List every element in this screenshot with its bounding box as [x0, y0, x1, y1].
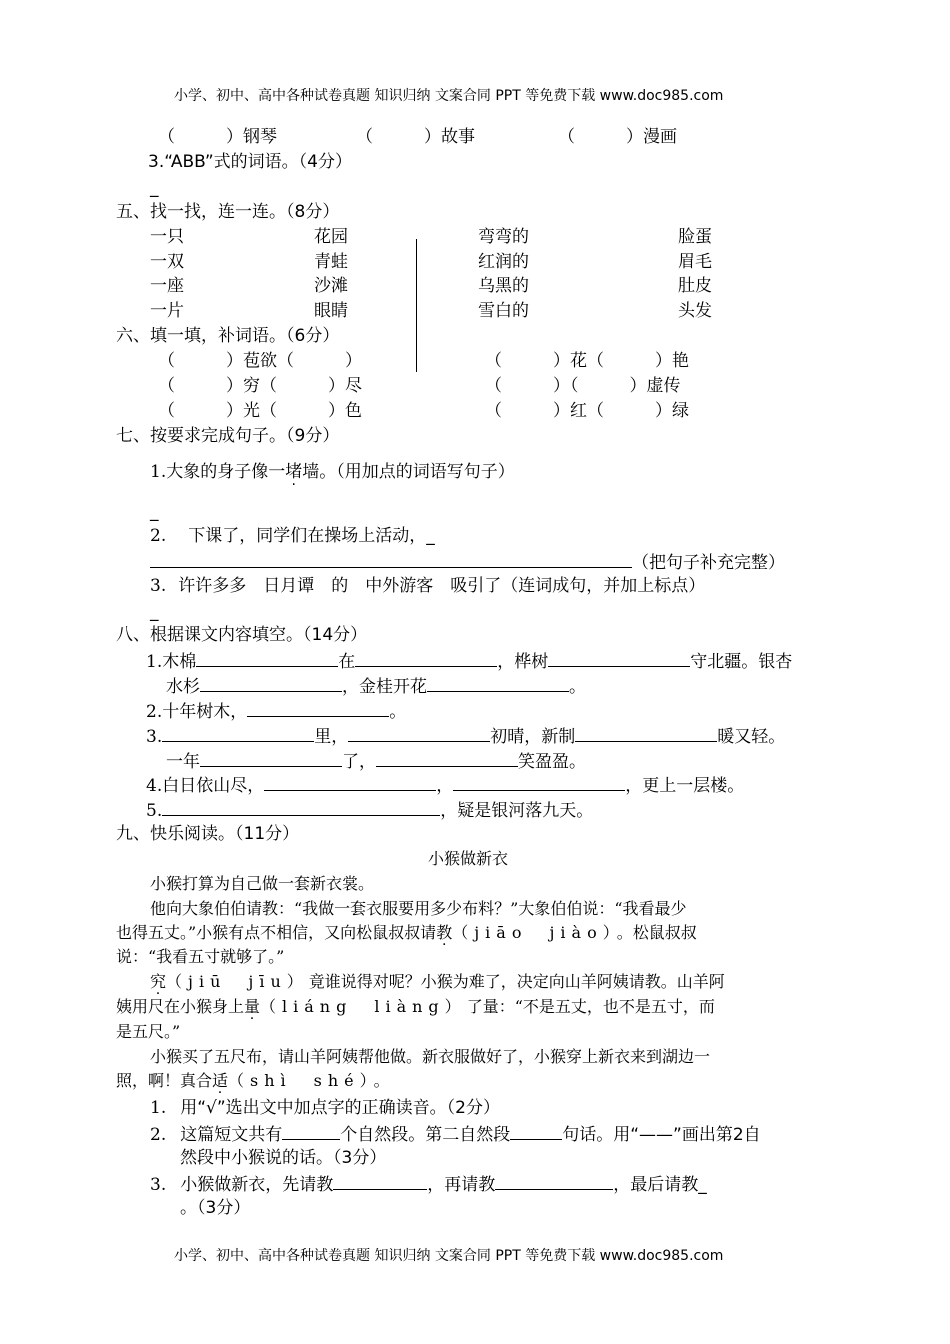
sentence-1-blank: _ [150, 502, 159, 522]
fill-text: ，金桂开花 [342, 677, 427, 697]
match-right-b-4: 头发 [678, 301, 712, 321]
fill-text: 一年 [166, 752, 200, 772]
fill-text: ，更上一层楼。 [625, 776, 745, 796]
sentence-2-hint: （把句子补充完整） [632, 553, 785, 573]
dotted-char-du: 堵 [285, 462, 303, 482]
fill-line-5 [146, 797, 593, 823]
sentence-1-text-b: 墙。（用加点的词语写句子） [302, 462, 515, 482]
dotted-char-jiao: 教 [436, 923, 453, 942]
fill-text: 初晴，新制 [490, 727, 576, 747]
reading-question-2 [150, 1121, 761, 1147]
match-right-b-3: 肚皮 [678, 276, 712, 296]
section-8-title: 八、根据课文内容填空。（14分） [116, 625, 368, 645]
fill-text: ，疑是银河落九天。 [440, 801, 594, 821]
sentence-3 [150, 574, 705, 598]
story-para-2-line-1: 他向大象伯伯请教：“我做一套衣服要用多少布料？”大象伯伯说：“我看最少 [150, 899, 687, 918]
story-para-4-line-1: 小猴买了五尺布，请山羊阿姨帮他做。新衣服做好了，小猴穿上新衣来到湖边一 [150, 1047, 711, 1066]
dotted-char-shi: 适 [212, 1071, 229, 1090]
fill-text: 。 [389, 702, 407, 722]
fill-text: 笑盈盈。 [518, 752, 586, 772]
match-left-a-1: 一只 [150, 227, 184, 247]
question-text: 这篇短文共有 [180, 1125, 283, 1145]
match-right-a-1: 弯弯的 [478, 227, 529, 247]
section-6-title: 六、填一填，补词语。（6分） [116, 326, 340, 346]
dotted-char-liang: 量 [244, 997, 261, 1016]
fill-line-1-number: 1. [146, 652, 163, 672]
story-para-1: 小猴打算为自己做一套新衣裳。 [150, 874, 375, 893]
story-para-2-line-3: 说：“我看五寸就够了。” [116, 947, 285, 966]
reading-question-3 [150, 1171, 707, 1197]
fill-text: ，桦树 [497, 652, 549, 672]
sentence-3-number: 3. [150, 576, 167, 596]
match-right-a-3: 乌黑的 [478, 276, 529, 296]
sentence-1 [150, 460, 515, 484]
fill-text: 暖又轻。 [717, 727, 786, 747]
section-9-title: 九、快乐阅读。（11分） [116, 824, 300, 844]
pinyin-option: （jiāo jiào） [452, 923, 617, 942]
fill-line-2-number: 2. [146, 702, 163, 722]
match-left-a-4: 一片 [150, 301, 184, 321]
question-number: 2. [150, 1125, 167, 1145]
reading-question-2b: 然段中小猴说的话。（3分） [180, 1148, 387, 1168]
idiom-left-2: （ ）穷（ ）尽 [158, 376, 362, 396]
page-footer: 小学、初中、高中各种试卷真题 知识归纳 文案合同 PPT 等免费下载 www.doc985.com [174, 1248, 724, 1264]
story-text: 。松鼠叔叔 [616, 923, 697, 942]
pinyin-option: （shì shé） [228, 1071, 374, 1090]
story-title: 小猴做新衣 [428, 849, 509, 868]
question-text: 用“√”选出文中加点字的正确读音。（2分） [180, 1098, 500, 1118]
fill-line-1 [146, 648, 792, 674]
story-text: 了量：“不是五丈，也不是五寸，而 [466, 997, 715, 1016]
fill-text: 水杉 [166, 677, 200, 697]
blank-item-piano: （ ）钢琴 [158, 127, 277, 147]
question-text: ，再请教 [427, 1175, 496, 1195]
question-number: 3. [150, 1175, 167, 1195]
section-7-title: 七、按要求完成句子。（9分） [116, 426, 340, 446]
match-left-b-1: 花园 [314, 227, 348, 247]
fill-text: 白日依山尽， [162, 776, 265, 796]
dotted-char-jiu: 究 [150, 972, 167, 991]
match-left-a-2: 一双 [150, 252, 184, 272]
match-right-b-2: 眉毛 [678, 252, 712, 272]
story-para-3-line-3: 是五尺。” [116, 1022, 181, 1041]
idiom-right-2: （ ）（ ）虚传 [485, 376, 681, 396]
sentence-1-text-a: 大象的身子像一 [166, 462, 286, 482]
sentence-3-blank: _ [150, 602, 159, 622]
story-text: 竟谁说得对呢？小猴为难了，决定向山羊阿姨请教。山羊阿 [308, 972, 725, 991]
idiom-right-3: （ ）红（ ）绿 [485, 401, 689, 421]
fill-line-2 [146, 698, 406, 724]
sentence-2 [150, 524, 435, 548]
section-5-title: 五、找一找，连一连。（8分） [116, 202, 340, 222]
match-left-b-3: 沙滩 [314, 276, 348, 296]
pinyin-option: （liáng liàng） [260, 997, 467, 1016]
fill-line-3-number: 3. [146, 727, 163, 747]
reading-question-1 [150, 1096, 500, 1120]
match-right-a-4: 雪白的 [478, 301, 529, 321]
story-para-2-line-2 [116, 921, 697, 945]
story-text: 照，啊！真合 [116, 1071, 213, 1090]
reading-question-3b: 。（3分） [180, 1198, 251, 1218]
question-text: 个自然段。第二自然段 [340, 1125, 511, 1145]
fill-text: 。 [569, 677, 586, 697]
sentence-3-text: 许许多多 日月谭 的 中外游客 吸引了（连词成句，并加上标点） [178, 576, 706, 596]
match-left-a-3: 一座 [150, 276, 184, 296]
column-divider [416, 239, 417, 372]
abb-answer-blank: _ [150, 178, 159, 198]
fill-line-4-number: 4. [146, 776, 163, 796]
fill-line-4 [146, 772, 744, 798]
match-right-b-1: 脸蛋 [678, 227, 712, 247]
fill-text: 了， [342, 752, 376, 772]
match-left-b-4: 眼睛 [314, 301, 348, 321]
fill-text: 十年树木， [162, 702, 248, 722]
fill-text: 木棉 [162, 652, 197, 672]
sentence-1-number: 1. [150, 462, 167, 482]
abb-question: 3.“ABB”式的词语。（4分） [148, 152, 352, 172]
blank-item-comic: （ ）漫画 [558, 127, 677, 147]
question-text: 句话。用“——”画出第2自 [562, 1125, 761, 1145]
story-text: 。 [373, 1071, 390, 1090]
question-number: 1. [150, 1098, 167, 1118]
match-left-b-2: 青蛙 [314, 252, 348, 272]
story-para-3-line-1 [150, 970, 725, 994]
sentence-2-text: 下课了，同学们在操场上活动，_ [188, 526, 435, 546]
story-para-4-line-2 [116, 1069, 390, 1093]
page-header: 小学、初中、高中各种试卷真题 知识归纳 文案合同 PPT 等免费下载 www.doc985.com [174, 88, 724, 104]
idiom-left-1: （ ）苞欲（ ） [158, 351, 362, 371]
story-text: 姨用尺在小猴身上 [116, 997, 245, 1016]
fill-text: 守北疆。银杏 [690, 652, 793, 672]
idiom-right-1: （ ）花（ ）艳 [485, 351, 689, 371]
question-text: 小猴做新衣，先请教 [180, 1175, 334, 1195]
fill-text: ， [436, 776, 454, 796]
question-text: ，最后请教_ [613, 1175, 707, 1195]
pinyin-option: （jiū jīu） [166, 972, 309, 991]
fill-line-1b [166, 673, 586, 699]
sentence-2-number: 2. [150, 526, 167, 546]
fill-text: 在 [338, 652, 356, 672]
story-para-3-line-2 [116, 995, 715, 1019]
story-text: 也得五丈。”小猴有点不相信，又向松鼠叔叔请 [116, 923, 437, 942]
fill-line-3b [166, 748, 586, 774]
fill-line-3 [146, 723, 785, 749]
blank-item-story: （ ）故事 [356, 127, 475, 147]
idiom-left-3: （ ）光（ ）色 [158, 401, 362, 421]
fill-line-5-number: 5. [146, 801, 163, 821]
fill-text: 里， [314, 727, 349, 747]
match-right-a-2: 红润的 [478, 252, 529, 272]
sentence-2-line [150, 549, 785, 575]
